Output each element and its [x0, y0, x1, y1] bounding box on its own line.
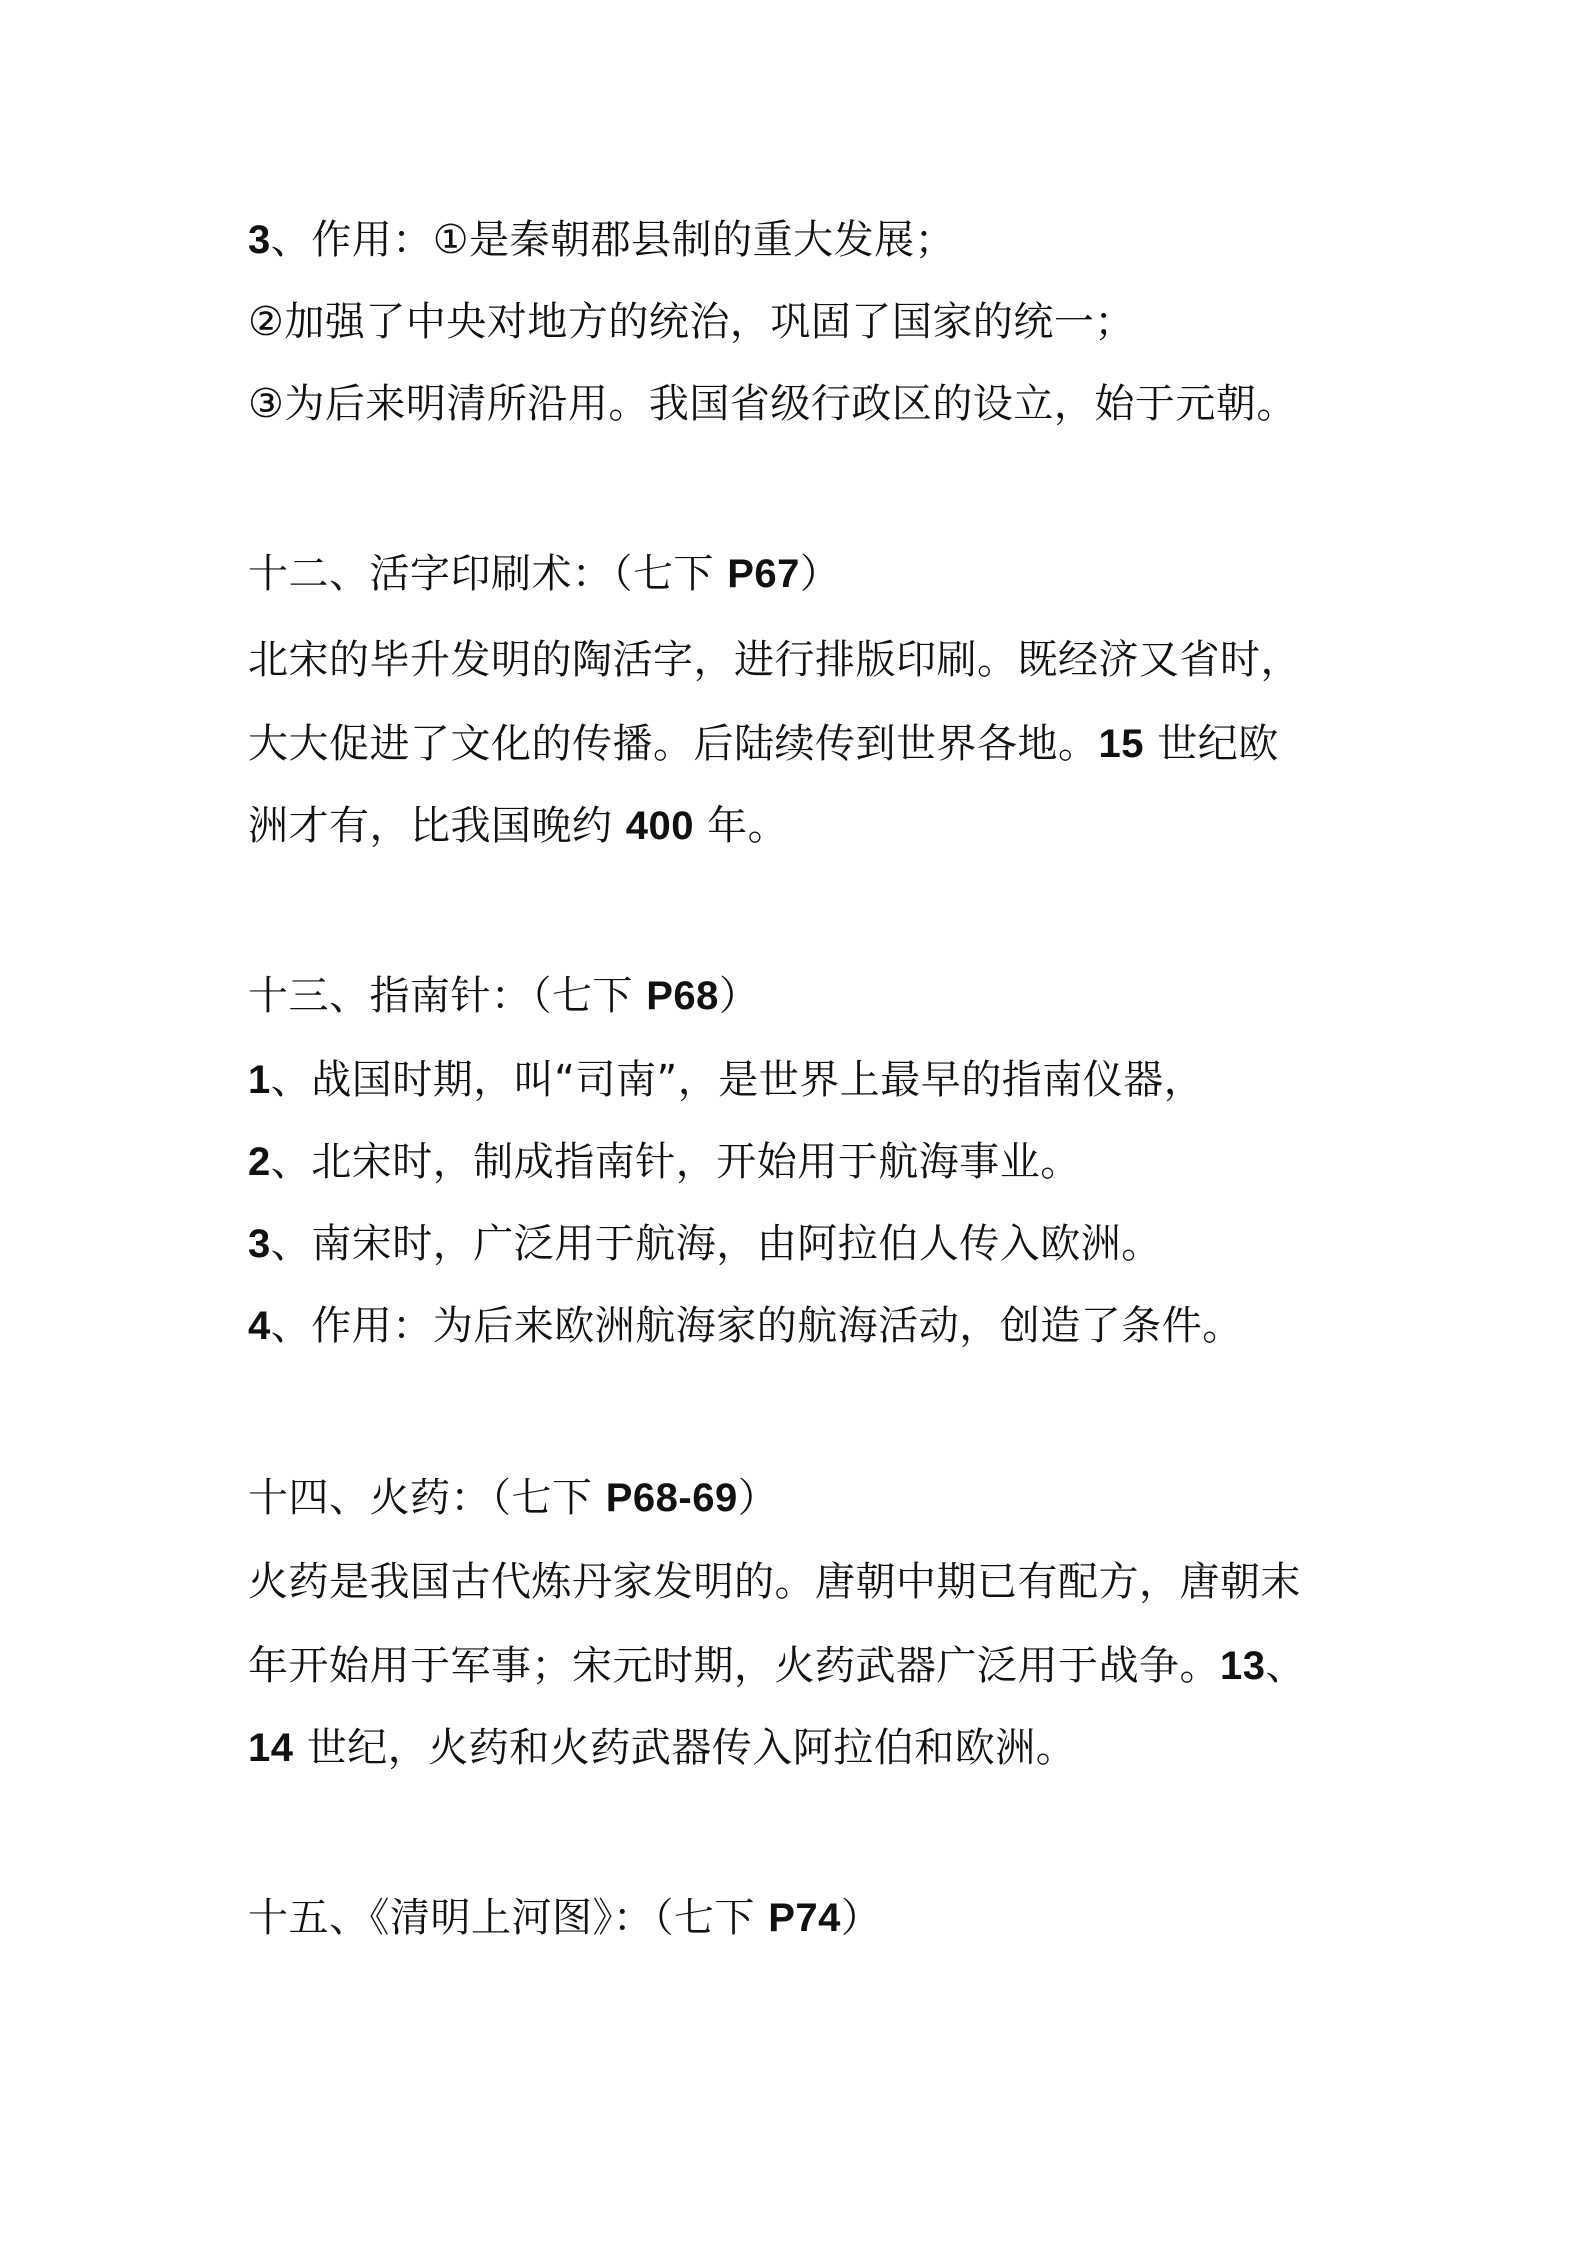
list-number: 2 — [248, 1140, 271, 1184]
text-line — [248, 1720, 1076, 1776]
heading-text: 十三、指南针：（七下 — [248, 973, 647, 1019]
section-heading — [248, 968, 759, 1024]
line-text: ②加强了中央对地方的统治，巩固了国家的统一； — [248, 299, 1135, 345]
text-line — [248, 1298, 1243, 1354]
line-text: 、南宋时，广泛用于航海，由阿拉伯人传入欧洲。 — [270, 1221, 1162, 1267]
line-text: 大大促进了文化的传播。后陆续传到世界各地。 — [248, 721, 1099, 767]
list-number: 3 — [248, 1222, 271, 1266]
page-reference: P68 — [646, 974, 719, 1018]
list-number: 1 — [248, 1058, 271, 1102]
text-line — [248, 798, 788, 854]
line-text: 年。 — [693, 803, 789, 849]
text-line — [248, 632, 1301, 688]
line-text: 、 — [1265, 1643, 1306, 1689]
line-text: 世纪欧 — [1144, 721, 1279, 767]
heading-text: 十二、活字印刷术：（七下 — [248, 551, 728, 597]
line-text: ③为后来明清所沿用。我国省级行政区的设立，始于元朝。 — [248, 381, 1297, 427]
text-line — [248, 212, 955, 268]
section-heading — [248, 1890, 881, 1946]
line-text: 、作用：为后来欧洲航海家的航海活动，创造了条件。 — [270, 1303, 1243, 1349]
page-reference: P74 — [768, 1896, 841, 1940]
line-text: 火药是我国古代炼丹家发明的。唐朝中期已有配方，唐朝末 — [248, 1559, 1301, 1605]
text-line — [248, 294, 1135, 350]
number-text: 13 — [1220, 1644, 1266, 1688]
heading-text: ） — [718, 973, 760, 1019]
text-line — [248, 1638, 1306, 1694]
heading-text: 十四、火药：（七下 — [248, 1475, 606, 1521]
page-reference: P67 — [727, 552, 800, 596]
heading-text: 十五、《清明上河图》：（七下 — [248, 1895, 769, 1941]
text-line — [248, 716, 1279, 772]
heading-text: ） — [737, 1475, 779, 1521]
page-reference: P68-69 — [605, 1476, 738, 1520]
number-text: 14 — [248, 1726, 294, 1770]
line-text: 世纪，火药和火药武器传入阿拉伯和欧洲。 — [293, 1725, 1077, 1771]
line-text: 、作用：①是秦朝郡县制的重大发展； — [270, 217, 956, 263]
line-text: 、战国时期，叫“司南”，是世界上最早的指南仪器， — [270, 1057, 1205, 1103]
text-line — [248, 1134, 1081, 1190]
list-number: 4 — [248, 1304, 271, 1348]
section-heading — [248, 1470, 778, 1526]
heading-text: ） — [840, 1895, 882, 1941]
text-line — [248, 1052, 1204, 1108]
line-text: 北宋的毕升发明的陶活字，进行排版印刷。既经济又省时， — [248, 637, 1301, 683]
number-text: 15 — [1098, 722, 1144, 766]
text-line — [248, 376, 1297, 432]
list-number: 3 — [248, 218, 271, 262]
line-text: 洲才有，比我国晚约 — [248, 803, 626, 849]
text-line — [248, 1554, 1301, 1610]
section-heading — [248, 546, 840, 602]
line-text: 、北宋时，制成指南针，开始用于航海事业。 — [270, 1139, 1081, 1185]
heading-text: ） — [799, 551, 841, 597]
line-text: 年开始用于军事；宋元时期，火药武器广泛用于战争。 — [248, 1643, 1220, 1689]
text-line — [248, 1216, 1162, 1272]
number-text: 400 — [625, 804, 694, 848]
